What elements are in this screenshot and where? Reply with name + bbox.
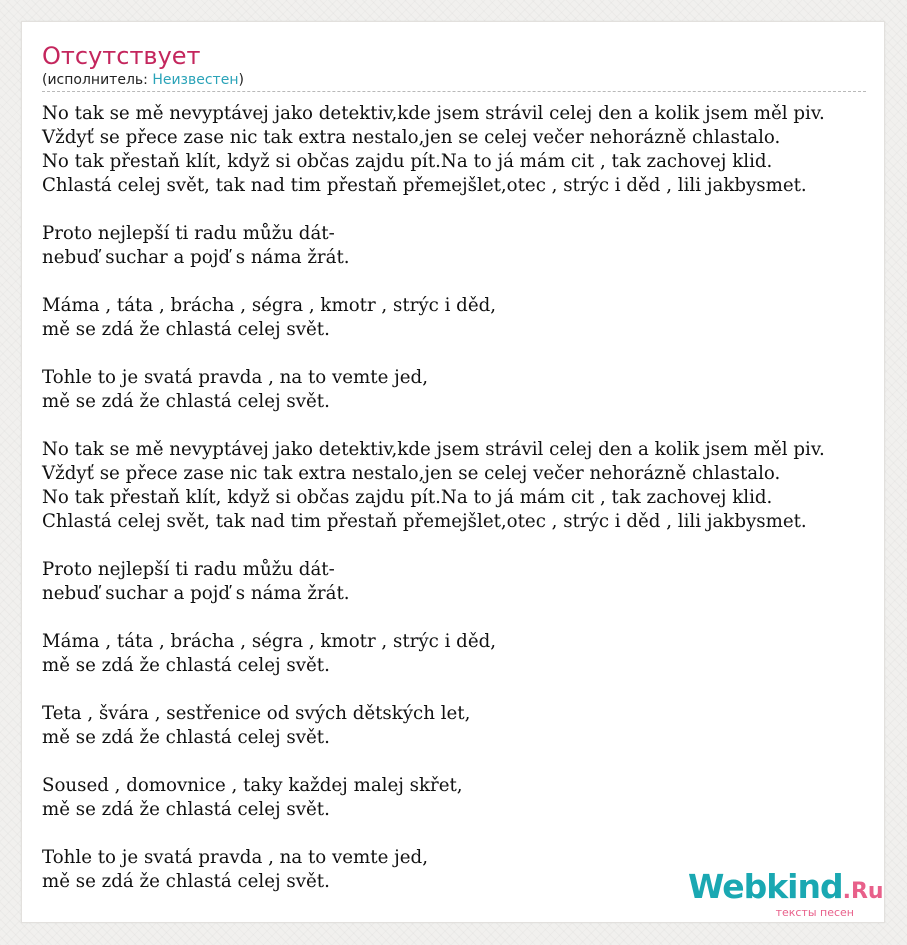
site-logo[interactable] <box>688 867 884 919</box>
artist-suffix: ) <box>238 72 244 88</box>
lyrics-card <box>21 21 885 923</box>
song-header <box>42 41 866 92</box>
lyrics-stanza <box>42 702 907 750</box>
logo-tagline: тексты песен <box>775 906 854 919</box>
lyrics-stanza <box>42 366 907 414</box>
lyrics-line: Proto nejlepší ti radu můžu dát- <box>42 223 335 244</box>
logo-tld: .Ru <box>842 879 884 904</box>
lyrics-line: mě se zdá že chlastá celej svět. <box>42 799 330 820</box>
lyrics-line: nebuď suchar a pojď s náma žrát. <box>42 247 350 268</box>
lyrics-line: Soused , domovnice , taky každej malej skřet, <box>42 775 463 796</box>
lyrics-line: Chlastá celej svět, tak nad tim přestaň přemejšlet,otec , strýc i děd , lili jakbysmet. <box>42 175 807 196</box>
logo-wordmark <box>688 867 884 910</box>
lyrics-line: mě se zdá že chlastá celej svět. <box>42 391 330 412</box>
lyrics-line: Proto nejlepší ti radu můžu dát- <box>42 559 335 580</box>
lyrics-line: No tak se mě nevyptávej jako detektiv,kde jsem strávil celej den a kolik jsem měl piv. <box>42 103 825 124</box>
lyrics-stanza <box>42 558 907 606</box>
lyrics-line: Teta , švára , sestřenice od svých dětských let, <box>42 703 471 724</box>
artist-link[interactable]: Неизвестен <box>152 72 239 88</box>
logo-main-text: Webkind <box>688 867 843 906</box>
lyrics-line: Tohle to je svatá pravda , na to vemte jed, <box>42 367 428 388</box>
lyrics-line: Vždyť se přece zase nic tak extra nestalo,jen se celej večer nehorázně chlastalo. <box>42 127 781 148</box>
lyrics-line: Vždyť se přece zase nic tak extra nestalo,jen se celej večer nehorázně chlastalo. <box>42 463 781 484</box>
song-title: Отсутствует <box>42 42 201 70</box>
lyrics-line: No tak se mě nevyptávej jako detektiv,kde jsem strávil celej den a kolik jsem měl piv. <box>42 439 825 460</box>
lyrics-stanza <box>42 294 907 342</box>
lyrics-line: Chlastá celej svět, tak nad tim přestaň přemejšlet,otec , strýc i děd , lili jakbysmet. <box>42 511 807 532</box>
lyrics-stanza <box>42 102 907 198</box>
artist-prefix: (исполнитель: <box>42 72 153 88</box>
lyrics-line: No tak přestaň klít, když si občas zajdu pít.Na to já mám cit , tak zachovej klid. <box>42 487 773 508</box>
lyrics-line: mě se zdá že chlastá celej svět. <box>42 871 330 892</box>
lyrics-body <box>42 102 907 894</box>
lyrics-stanza <box>42 774 907 822</box>
lyrics-line: Máma , táta , brácha , ségra , kmotr , strýc i děd, <box>42 631 497 652</box>
lyrics-line: Tohle to je svatá pravda , na to vemte jed, <box>42 847 428 868</box>
lyrics-line: mě se zdá že chlastá celej svět. <box>42 655 330 676</box>
lyrics-line: No tak přestaň klít, když si občas zajdu pít.Na to já mám cit , tak zachovej klid. <box>42 151 773 172</box>
lyrics-stanza <box>42 222 907 270</box>
artist-line <box>42 71 866 89</box>
lyrics-line: Máma , táta , brácha , ségra , kmotr , strýc i děd, <box>42 295 497 316</box>
lyrics-line: mě se zdá že chlastá celej svět. <box>42 727 330 748</box>
lyrics-stanza <box>42 438 907 534</box>
lyrics-line: nebuď suchar a pojď s náma žrát. <box>42 583 350 604</box>
lyrics-stanza <box>42 630 907 678</box>
lyrics-line: mě se zdá že chlastá celej svět. <box>42 319 330 340</box>
